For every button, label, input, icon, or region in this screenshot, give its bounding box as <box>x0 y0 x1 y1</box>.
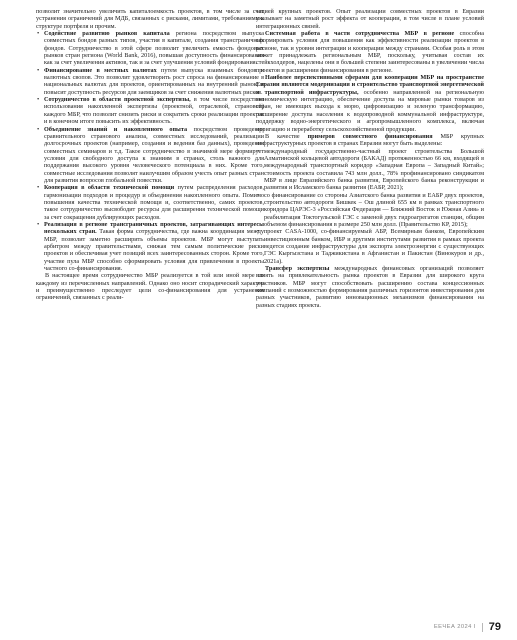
paragraph-lead: Трансфер экспертизы <box>265 265 330 273</box>
list-item-capital-markets <box>36 30 264 67</box>
paragraph-text: международных финансовых организаций позволяет влиять на привлекательность рынка проектов в Евразии для широкого круга участников. МБР могут способствовать расширению состава концессионных компаний с возможностью формирования различных горизонтов инвестирования для разных участников, развитию инновационных механизмов финансирования на разных стадиях проекта. <box>256 265 484 309</box>
list-item-text: путем распределения расходов, гармонизации подходов и процедур и объединения накопленного опыта. Помимо повышения качества технической помощи и, соответственно, самих проектов, такое сотрудничество высвободит ресурсы для расширения технической помощи за счет сокращения дублирующих расходов. <box>44 184 264 221</box>
list-item-title: Реализация в регионе трансграничных проектов, затрагивающих интересы нескольких стран. <box>44 220 264 236</box>
paragraph-lead: Системная работа в части сотрудничества МБР в регионе <box>265 30 455 38</box>
list-item-title: Кооперация в области технической помощи <box>44 184 175 192</box>
list-item-title: Сотрудничество в области проектной экспертизы, <box>44 96 191 104</box>
list-item-text: путем выпуска взаимных бондов и валютных свопов. Это позволит удовлетворить рост спроса на финансирование в национальных валютах для проектов, ориентированных на внутренний рынок, и повысит доступность ресурсов для заемщиков за счет снижения валютных рисков. <box>44 66 265 96</box>
priority-areas-paragraph <box>256 74 484 133</box>
paragraph-prefix: В качестве <box>265 132 308 140</box>
intro-paragraph: позволит значительно увеличить капиталоемкость проектов, в том числе за счет устранения ограничений для МДБ, связанных с рисками, лимитами, требованиями к структуре портфеля и прочим. <box>36 8 264 30</box>
paragraph-text: особенно направленной на региональную экономическую интеграцию, обеспечение доступа на мировые рынки товаров из стран, не имеющих выхода к морю, цифровизацию и зеленую трансформацию, расширение доступа населения к водопроводной коммунальной инфраструктуре, поддержку водно-энергетического и агропромышленного комплекса, включая ирригацию и переработку сельскохозяйственной продукции. <box>256 88 484 133</box>
journal-name: EЕЧЕА 2024 I <box>433 624 476 630</box>
paragraph-text: способна сформировать условия для повышения как эффективности реализации проектов в регионе, так и уровня интеграции и кооперации между странами. Особая роль в этом может принадлежать региональным МБР, поскольку, учитывая состав их стейкхолдеров, нацелены они в большей степени заинтересованы в увеличении числа проектов и расширении финансирования в регионе. <box>256 30 484 74</box>
footer-divider <box>482 623 483 632</box>
systemic-work-paragraph <box>256 30 484 74</box>
list-item-local-currency <box>36 67 264 96</box>
right-column <box>256 8 484 309</box>
continuation-paragraph: зацией крупных проектов. Опыт реализации совместных проектов в Евразии указывает на заметный рост эффекта от кооперации, в том числе в плане условий интеграционных связей. <box>256 8 484 30</box>
list-item-text: в том числе посредством использования накопленной экспертизы (проектной, отраслевой, страновой) каждого МБР, что позволит снизить риски и сократить сроки реализации проектов и в конечном итоге повысить их эффективность. <box>44 96 264 126</box>
list-item-project-expertise <box>36 96 264 125</box>
page-number: 79 <box>488 621 501 633</box>
left-column <box>36 8 264 302</box>
list-item-text: посредством проведения сравнительного странового анализа, совместных исследований, реализации долгосрочных проектов (например, создания и ведения баз данных), проведения совместных семинаров и т.д. Такое сотрудничество в значимой мере формирует условия для свободного доступа к знаниям в странах, столь важного для поддержания высокого уровня человеческого потенциала в них. Кроме того, совместные исследования позволят наилучшим образом учесть опыт разных стран для развития вопросов глобальной повестки. <box>44 125 264 184</box>
list-item-casa-1000-project: • проект CASA-1000, со-финансируемый АБР, Всемирным банком, Европейским инвестиционным банком, ИБР и другими институтами развития в рамках проекта ведется создание инфраструктуры для экспорта электроэнергии с существующих ГЭС Кыргызстана и Таджикистана в Афганистан и Пакистан (Винокуров и др., 2021а). <box>256 228 484 265</box>
paragraph-lead: Наиболее перспективными сферами для кооперации МБР на пространстве Евразии являются модернизация и строительство транспортной энергетической и транспортной инфраструктуры, <box>256 74 484 96</box>
list-item-title: Финансирование в местных валютах <box>44 66 157 74</box>
examples-intro-paragraph <box>256 133 484 148</box>
list-item-title: Содействие развитию рынков капитала <box>44 30 170 38</box>
list-item-title: Объединение знаний и накопленного опыта <box>44 125 188 133</box>
paragraph-lead: примеров совместного финансирования <box>307 132 433 140</box>
expertise-transfer-paragraph <box>256 265 484 309</box>
paragraph-text: МБР крупных инфраструктурных проектов в странах Евразии могут быть выделены: <box>256 132 484 148</box>
list-item-cross-border-projects <box>36 221 264 272</box>
list-item-knowledge-sharing <box>36 126 264 185</box>
list-item-text: региона посредством выпуска совместных бондов разных типов, участия в капитале, создания трансграничных фондов. Сотрудничество в этой сфере позволит увеличить емкость фондовых рынков стран региона (World Bank, 2016), повышая доступность финансирования как за счет увеличения активов, так и за счет улучшения условий фондирования. <box>44 30 264 67</box>
cooperation-directions-list <box>36 30 264 272</box>
list-item-text: Такая форма сотрудничества, где важна координация между МБР, позволит заметно расширить объемы проектов. МБР могут выступать арбитром между правительствами, снижая тем самым политические риски проектов и обеспечивая учет позиций всех заинтересованных сторон. Кроме того, участие пула МБР способно сформировать условия для привлечения в проекты частного со-финансирования. <box>44 228 264 273</box>
list-item-bishkek-osh-project: • со финансирование со стороны Азиатского банка развития и ЕАБР двух проектов, строительство автодороги Бишкек – Ош длиной 655 км в рамках транспортного коридора ЦАРЭС-3 «Российская Федерация — Ближний Восток и Южная Азия» и реабилитация Токтогульской ГЭС с заменой двух гидроагрегатов станции, общим объемом финансирования в размере 250 млн долл. (Правительство КР, 2015); <box>256 192 484 229</box>
projects-examples-list <box>256 148 484 266</box>
list-item-technical-assistance <box>36 184 264 221</box>
page-footer <box>434 621 501 633</box>
closing-paragraph: В настоящее время сотрудничество МБР реализуется в той или иной мере по каждому из перечисленных направлений. Однако оно носит спорадический характер и преимущественно преследует цели со-финансирования для устранения ограничений, связанных с реали- <box>36 272 264 302</box>
list-item-bakad-project: • международный государственно-частный проект строительства Большой Алматинской кольцевой автодороги (БАКАД) протяженностью 66 км, входящей в международный транспортный коридор «Западная Европа – Западный Китай»; стоимость проекта составила 743 млн долл., 78% профинансировано синдикатом МБР в лице Евразийского банка развития, Европейского банка реконструкции и развития и Исламского банка развития (ЕАБР, 2021); <box>256 148 484 192</box>
